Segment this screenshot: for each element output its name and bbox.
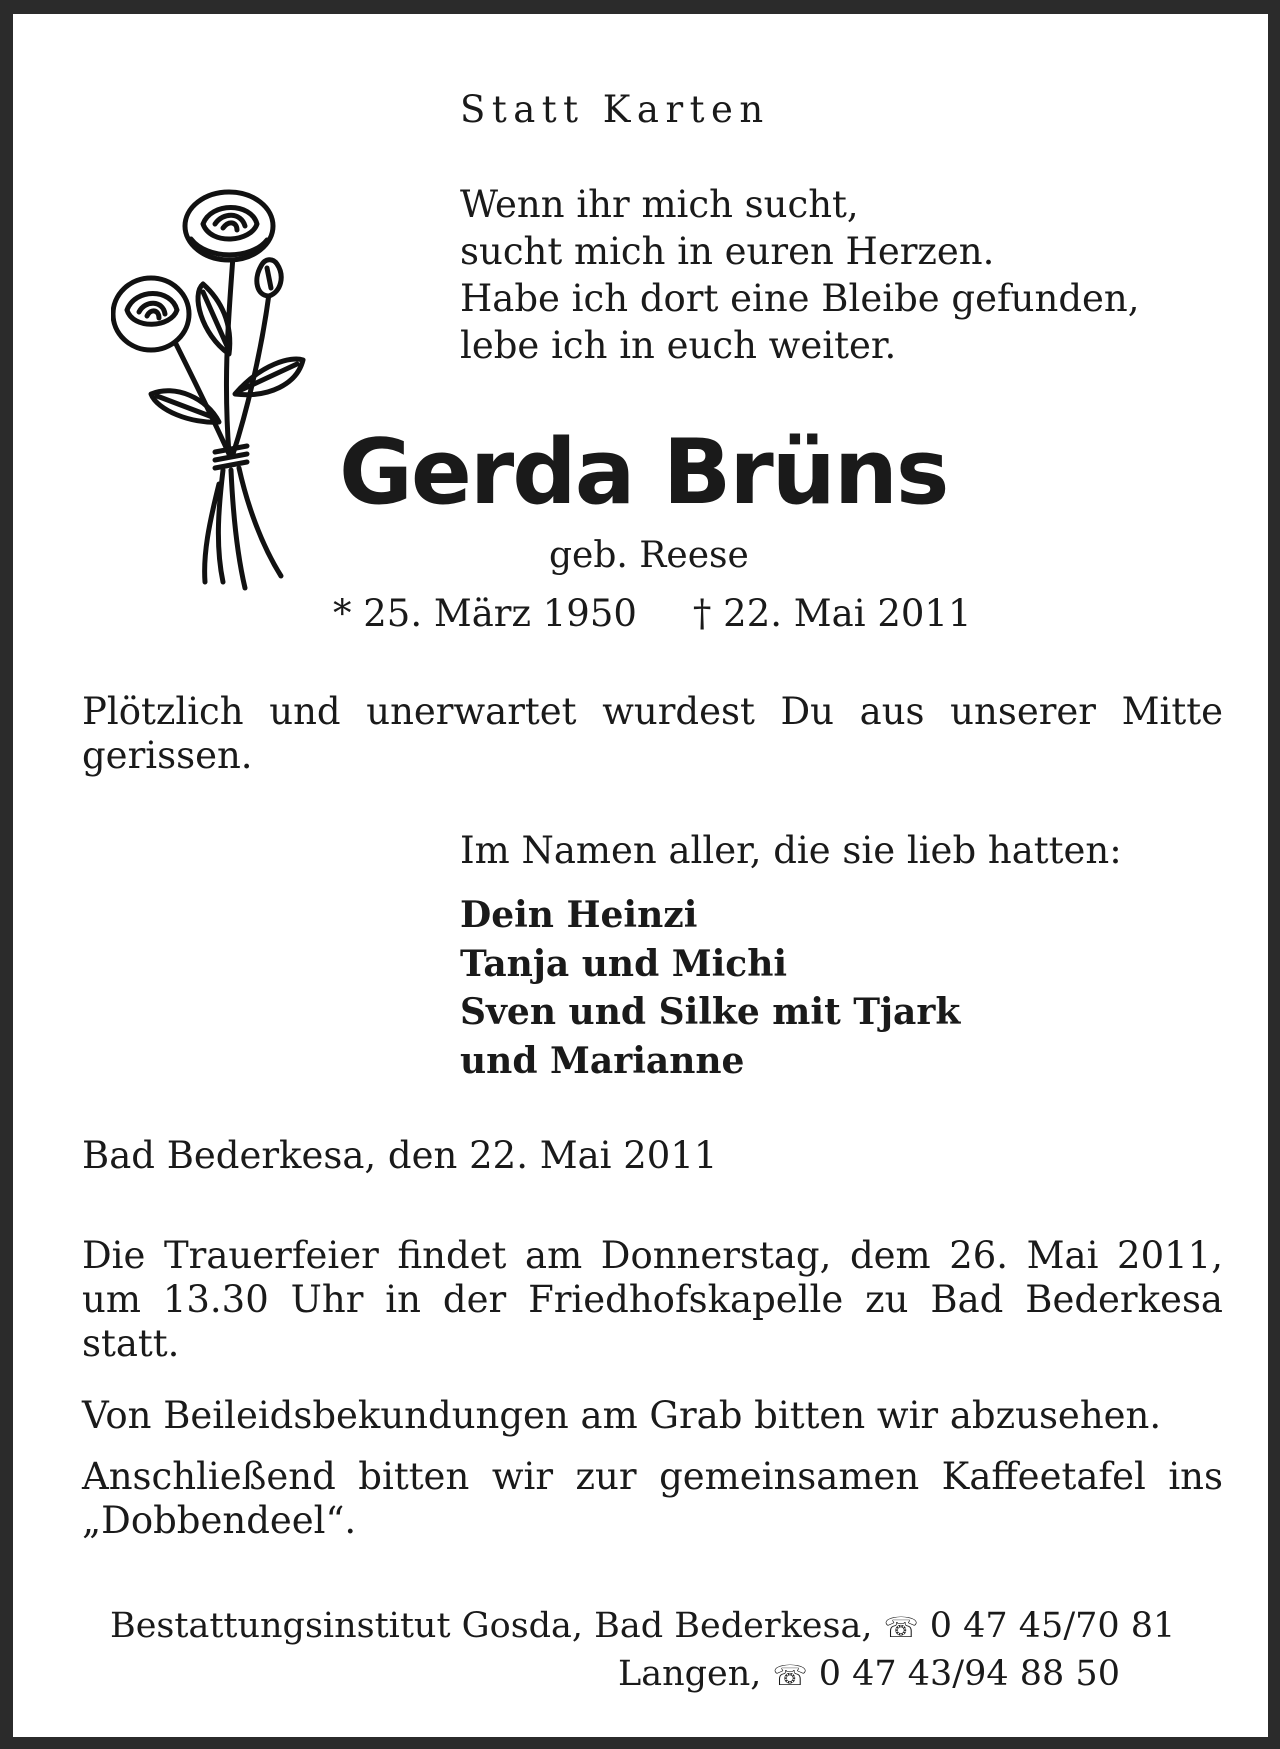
undertaker-phone-1: 0 47 45/70 81 bbox=[929, 1606, 1176, 1646]
behalf-text: Im Namen aller, die sie lieb hatten: bbox=[460, 829, 1122, 872]
family-line: Tanja und Michi bbox=[460, 942, 788, 985]
family-signatures bbox=[460, 891, 960, 1085]
coffee-text: Anschließend bitten wir zur gemeinsamen Kaffeetafel ins „Dobbendeel“. bbox=[82, 1455, 1223, 1542]
phone-icon: ☏ bbox=[883, 1611, 919, 1644]
birth-date: * 25. März 1950 bbox=[333, 592, 637, 635]
intro-text: Plötzlich und unerwartet wurdest Du aus unserer Mitte gerissen. bbox=[82, 690, 1223, 777]
poem-line: Habe ich dort eine Bleibe gefunden, bbox=[460, 277, 1140, 320]
undertaker-location-2: Langen, bbox=[618, 1654, 773, 1694]
ceremony-text: Die Trauerfeier findet am Donnerstag, dem 26. Mai 2011, um 13.30 Uhr in der Friedhofskapelle zu Bad Bederkesa statt. bbox=[82, 1234, 1223, 1365]
undertaker-line-1 bbox=[110, 1602, 1175, 1652]
deceased-name: Gerda Brüns bbox=[339, 420, 948, 525]
family-line: Dein Heinzi bbox=[460, 894, 698, 936]
death-date: † 22. Mai 2011 bbox=[692, 592, 972, 635]
undertaker-name: Bestattungsinstitut Gosda, Bad Bederkesa, bbox=[110, 1606, 884, 1646]
undertaker-line-2 bbox=[618, 1650, 1120, 1700]
rose-bouquet-icon bbox=[111, 184, 311, 594]
poem bbox=[460, 181, 1140, 369]
family-line: und Marianne bbox=[460, 1039, 745, 1082]
life-dates bbox=[333, 592, 972, 635]
header-statt-karten: Statt Karten bbox=[460, 88, 770, 131]
poem-line: sucht mich in euren Herzen. bbox=[460, 230, 995, 273]
undertaker-phone-2: 0 47 43/94 88 50 bbox=[818, 1654, 1120, 1694]
place-date: Bad Bederkesa, den 22. Mai 2011 bbox=[82, 1134, 718, 1177]
maiden-name: geb. Reese bbox=[549, 535, 749, 576]
phone-icon: ☏ bbox=[772, 1659, 808, 1692]
condolences-text: Von Beileidsbekundungen am Grab bitten wir abzusehen. bbox=[82, 1394, 1162, 1437]
poem-line: Wenn ihr mich sucht, bbox=[460, 183, 859, 226]
family-line: Sven und Silke mit Tjark bbox=[460, 991, 961, 1033]
poem-line: lebe ich in euch weiter. bbox=[460, 324, 897, 367]
